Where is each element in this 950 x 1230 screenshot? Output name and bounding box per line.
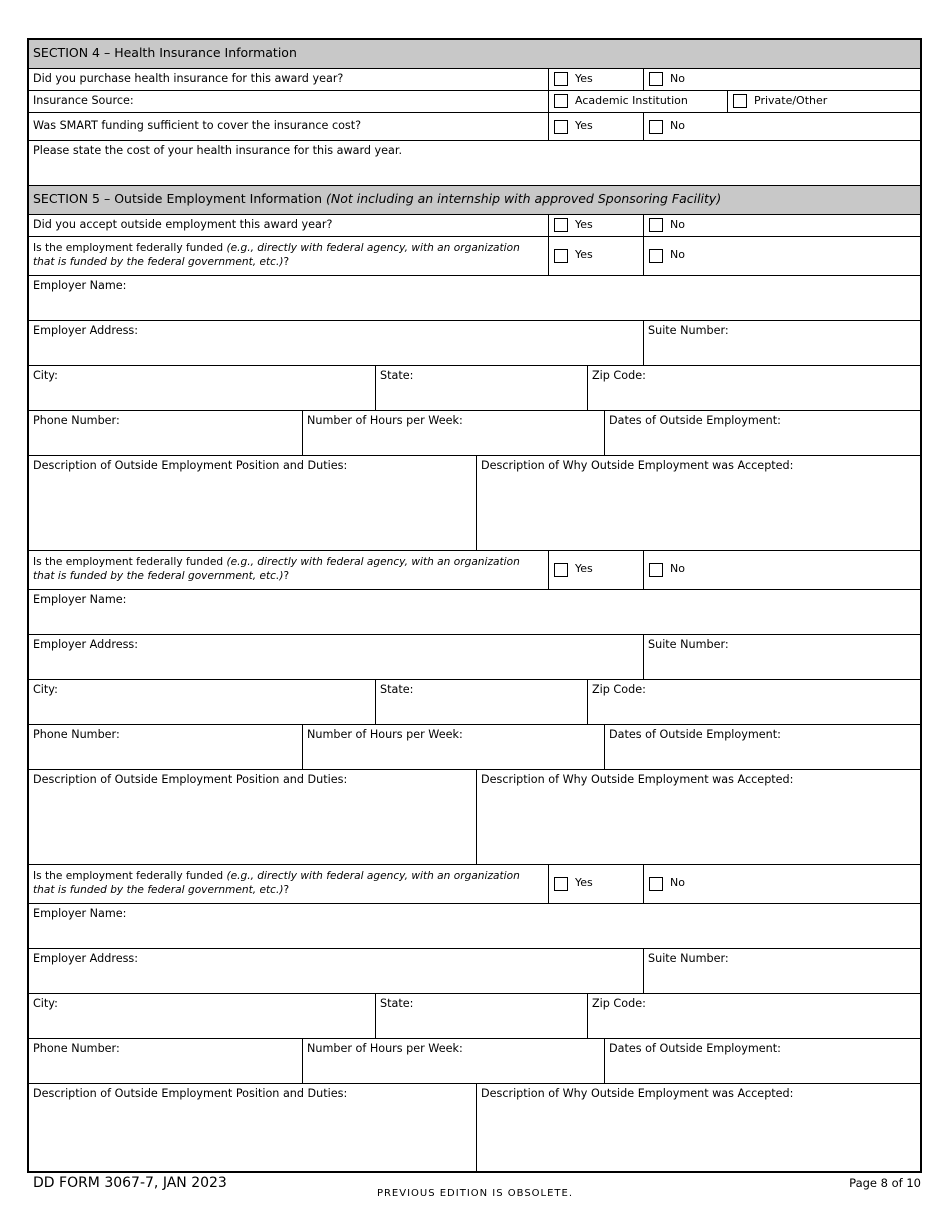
suite-number-field[interactable] — [643, 949, 922, 993]
employer-address-row — [29, 949, 920, 994]
city-state-zip-row — [29, 994, 920, 1039]
yes-label: Yes — [575, 248, 593, 261]
employer-name-field[interactable] — [29, 904, 920, 949]
purchase-yes-checkbox[interactable] — [554, 72, 568, 86]
section-5-title-note: (Not including an internship with approved Sponsoring Facility) — [325, 191, 722, 206]
phone-number-field[interactable] — [29, 1039, 302, 1083]
suite-number-field[interactable] — [643, 321, 922, 365]
academic-institution-label: Academic Institution — [575, 94, 688, 107]
employer-name-label: Employer Name: — [33, 279, 127, 292]
state-field[interactable] — [375, 994, 587, 1038]
why-accepted-field[interactable] — [476, 770, 922, 864]
federally-funded-question: Is the employment federally funded (e.g., directly with federal agency, with an organization that is funded by the federal government, etc.)? — [33, 556, 520, 582]
federally-funded-row — [29, 237, 920, 276]
employer-address-label: Employer Address: — [33, 638, 139, 651]
federal-no-checkbox[interactable] — [649, 249, 663, 263]
section-5-header — [29, 186, 920, 215]
state-field[interactable] — [375, 680, 587, 724]
federal-yes-checkbox[interactable] — [554, 249, 568, 263]
yes-label: Yes — [575, 562, 593, 575]
hours-per-week-label: Number of Hours per Week: — [307, 1042, 463, 1055]
federal-yes-checkbox[interactable] — [554, 877, 568, 891]
federal-no-option[interactable] — [643, 237, 922, 275]
federal-no-checkbox[interactable] — [649, 877, 663, 891]
zip-code-field[interactable] — [587, 680, 922, 724]
state-label: State: — [380, 683, 414, 696]
section-5-title: SECTION 5 – Outside Employment Information (Not including an internship with approved Sponsoring Facility) — [33, 191, 722, 206]
accept-employment-row — [29, 215, 920, 237]
suite-number-label: Suite Number: — [648, 324, 729, 337]
why-accepted-label: Description of Why Outside Employment was Accepted: — [481, 773, 794, 786]
smart-funding-question: Was SMART funding sufficient to cover the insurance cost? — [33, 119, 362, 132]
federally-funded-question: Is the employment federally funded (e.g., directly with federal agency, with an organization that is funded by the federal government, etc.)? — [33, 242, 520, 268]
city-field[interactable] — [29, 680, 375, 724]
smart-yes-checkbox[interactable] — [554, 120, 568, 134]
position-description-label: Description of Outside Employment Position and Duties: — [33, 773, 348, 786]
yes-label: Yes — [575, 72, 593, 85]
smart-no-option[interactable] — [643, 113, 922, 140]
description-row — [29, 456, 920, 551]
suite-number-label: Suite Number: — [648, 952, 729, 965]
city-state-zip-row — [29, 366, 920, 411]
position-description-field[interactable] — [29, 770, 476, 864]
employer-address-field[interactable] — [29, 949, 643, 993]
phone-number-field[interactable] — [29, 725, 302, 769]
page-number: Page 8 of 10 — [849, 1176, 921, 1190]
purchase-no-option[interactable] — [643, 69, 922, 90]
hours-per-week-field[interactable] — [302, 411, 604, 455]
form-id: DD FORM 3067-7, JAN 2023 — [33, 1175, 227, 1191]
why-accepted-field[interactable] — [476, 1084, 922, 1171]
position-description-label: Description of Outside Employment Position and Duties: — [33, 1087, 348, 1100]
phone-number-label: Phone Number: — [33, 414, 120, 427]
purchase-insurance-question: Did you purchase health insurance for this award year? — [33, 72, 344, 85]
yes-label: Yes — [575, 876, 593, 889]
why-accepted-label: Description of Why Outside Employment was Accepted: — [481, 459, 794, 472]
no-label: No — [670, 248, 685, 261]
insurance-cost-label: Please state the cost of your health insurance for this award year. — [33, 144, 403, 157]
why-accepted-field[interactable] — [476, 456, 922, 550]
employer-address-label: Employer Address: — [33, 324, 139, 337]
position-description-field[interactable] — [29, 1084, 476, 1171]
obsolete-note: PREVIOUS EDITION IS OBSOLETE. — [376, 1188, 574, 1199]
federal-yes-checkbox[interactable] — [554, 563, 568, 577]
accept-no-checkbox[interactable] — [649, 218, 663, 232]
hours-per-week-label: Number of Hours per Week: — [307, 414, 463, 427]
employment-dates-field[interactable] — [604, 411, 922, 455]
position-description-label: Description of Outside Employment Position and Duties: — [33, 459, 348, 472]
why-accepted-label: Description of Why Outside Employment was Accepted: — [481, 1087, 794, 1100]
federal-no-option[interactable] — [643, 865, 922, 903]
employer-name-label: Employer Name: — [33, 593, 127, 606]
phone-hours-dates-row — [29, 1039, 920, 1084]
employer-name-label: Employer Name: — [33, 907, 127, 920]
phone-number-label: Phone Number: — [33, 1042, 120, 1055]
zip-code-field[interactable] — [587, 994, 922, 1038]
federal-yes-option[interactable] — [548, 865, 643, 903]
city-label: City: — [33, 683, 58, 696]
phone-number-field[interactable] — [29, 411, 302, 455]
no-label: No — [670, 72, 685, 85]
purchase-no-checkbox[interactable] — [649, 72, 663, 86]
employer-address-row — [29, 321, 920, 366]
form-page — [27, 38, 922, 1173]
purchase-yes-option[interactable] — [548, 69, 643, 90]
employer-address-label: Employer Address: — [33, 952, 139, 965]
hours-per-week-field[interactable] — [302, 725, 604, 769]
phone-number-label: Phone Number: — [33, 728, 120, 741]
insurance-source-row — [29, 91, 920, 113]
no-label: No — [670, 218, 685, 231]
employer-name-field[interactable] — [29, 276, 920, 321]
employment-dates-label: Dates of Outside Employment: — [609, 414, 781, 427]
city-label: City: — [33, 369, 58, 382]
state-label: State: — [380, 369, 414, 382]
zip-code-label: Zip Code: — [592, 369, 646, 382]
academic-institution-checkbox[interactable] — [554, 94, 568, 108]
purchase-insurance-row — [29, 69, 920, 91]
employer-address-field[interactable] — [29, 321, 643, 365]
federal-no-checkbox[interactable] — [649, 563, 663, 577]
employer-address-row — [29, 635, 920, 680]
insurance-cost-field[interactable] — [29, 141, 920, 186]
city-field[interactable] — [29, 994, 375, 1038]
federal-yes-option[interactable] — [548, 237, 643, 275]
hours-per-week-field[interactable] — [302, 1039, 604, 1083]
section-4-header — [29, 40, 920, 69]
federally-funded-row — [29, 551, 920, 590]
yes-label: Yes — [575, 119, 593, 132]
employment-dates-field[interactable] — [604, 725, 922, 769]
federally-funded-question: Is the employment federally funded (e.g., directly with federal agency, with an organization that is funded by the federal government, etc.)? — [33, 870, 520, 896]
phone-hours-dates-row — [29, 725, 920, 770]
suite-number-field[interactable] — [643, 635, 922, 679]
accept-yes-option[interactable] — [548, 215, 643, 236]
zip-code-label: Zip Code: — [592, 997, 646, 1010]
position-description-field[interactable] — [29, 456, 476, 550]
city-state-zip-row — [29, 680, 920, 725]
hours-per-week-label: Number of Hours per Week: — [307, 728, 463, 741]
accept-employment-question: Did you accept outside employment this award year? — [33, 218, 333, 231]
private-other-label: Private/Other — [754, 94, 828, 107]
private-other-checkbox[interactable] — [733, 94, 747, 108]
smart-funding-row — [29, 113, 920, 141]
phone-hours-dates-row — [29, 411, 920, 456]
section-4-title: SECTION 4 – Health Insurance Information — [33, 45, 297, 60]
employment-dates-label: Dates of Outside Employment: — [609, 728, 781, 741]
state-label: State: — [380, 997, 414, 1010]
smart-yes-option[interactable] — [548, 113, 643, 140]
yes-label: Yes — [575, 218, 593, 231]
accept-yes-checkbox[interactable] — [554, 218, 568, 232]
employment-dates-field[interactable] — [604, 1039, 922, 1083]
city-field[interactable] — [29, 366, 375, 410]
smart-no-checkbox[interactable] — [649, 120, 663, 134]
accept-no-option[interactable] — [643, 215, 922, 236]
employer-name-field[interactable] — [29, 590, 920, 635]
private-other-option[interactable] — [727, 91, 922, 112]
insurance-source-label: Insurance Source: — [33, 94, 134, 107]
no-label: No — [670, 876, 685, 889]
state-field[interactable] — [375, 366, 587, 410]
suite-number-label: Suite Number: — [648, 638, 729, 651]
description-row — [29, 770, 920, 865]
no-label: No — [670, 119, 685, 132]
academic-institution-option[interactable] — [548, 91, 727, 112]
zip-code-label: Zip Code: — [592, 683, 646, 696]
zip-code-field[interactable] — [587, 366, 922, 410]
city-label: City: — [33, 997, 58, 1010]
federal-no-option[interactable] — [643, 551, 922, 589]
employment-dates-label: Dates of Outside Employment: — [609, 1042, 781, 1055]
federally-funded-row — [29, 865, 920, 904]
federal-yes-option[interactable] — [548, 551, 643, 589]
employer-address-field[interactable] — [29, 635, 643, 679]
description-row — [29, 1084, 920, 1171]
no-label: No — [670, 562, 685, 575]
